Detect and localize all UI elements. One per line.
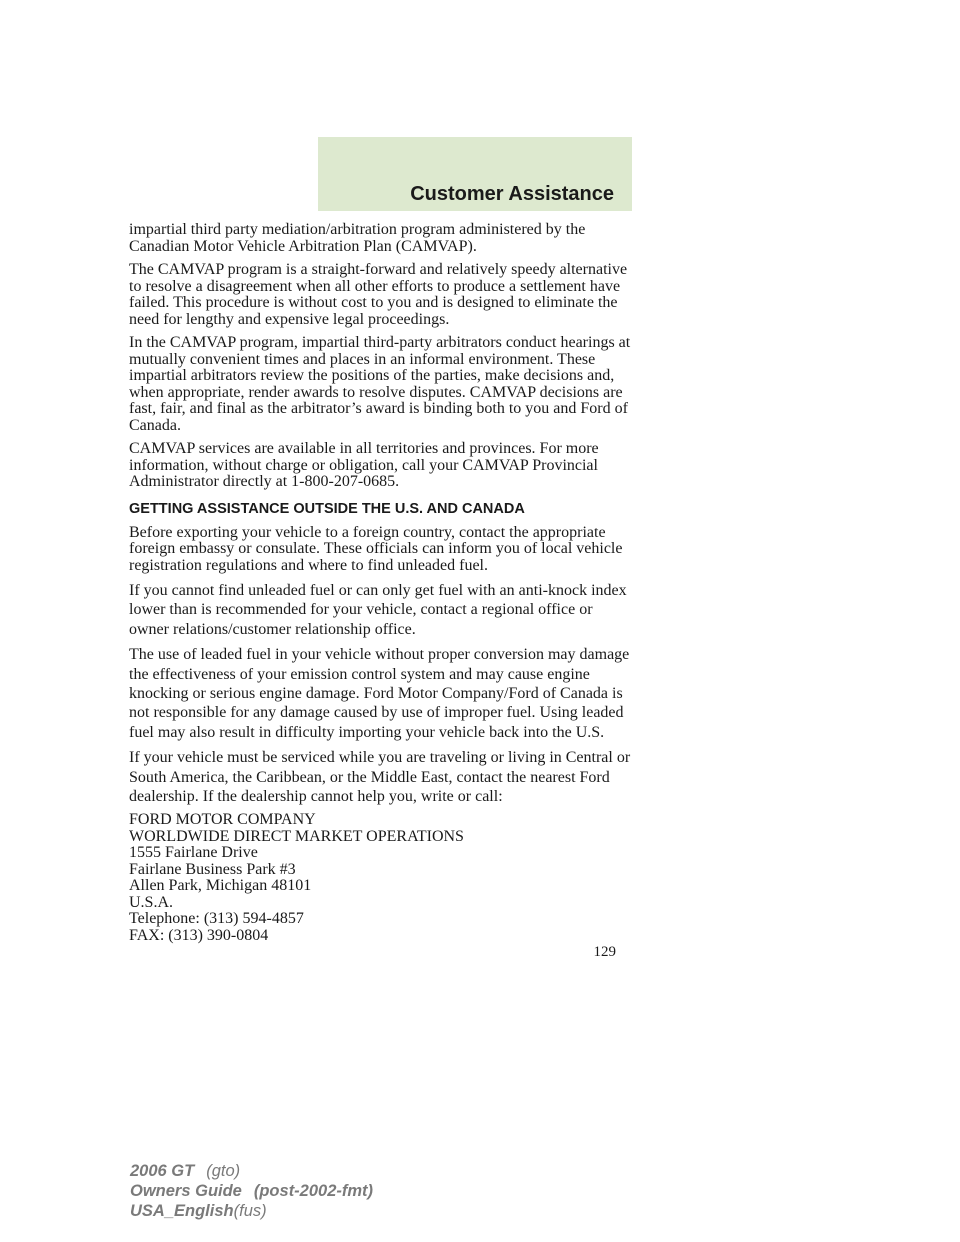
- address-line: U.S.A.: [129, 893, 174, 911]
- address-line: FORD MOTOR COMPANY: [129, 811, 316, 829]
- paragraph: CAMVAP services are available in all territories and provinces. For more information, without charge or obligation, call your CAMVAP Provincial Administrator directly at 1-800-207-0685.: [129, 440, 599, 490]
- address-line: Telephone: (313) 594-4857: [129, 910, 304, 928]
- address-line: FAX: (313) 390-0804: [129, 926, 269, 944]
- footer-language: USA_English: [130, 1202, 234, 1220]
- paragraph: The use of leaded fuel in your vehicle without proper conversion may damage the effectiveness of your emission control system and may cause engine knocking or serious engine damage. Ford Motor Company/Ford of Canada is not responsible for any damage caused by use of improper fuel. Using leaded fuel may also result in difficulty importing your vehicle back into the U.S.: [129, 646, 630, 741]
- paragraph: If you cannot find unleaded fuel or can only get fuel with an anti-knock index lower than is recommended for your vehicle, contact a regional office or owner relations/customer relationship office.: [129, 582, 627, 638]
- address-line: 1555 Fairlane Drive: [129, 844, 258, 862]
- page-content: [129, 222, 634, 944]
- section-title: Customer Assistance: [410, 183, 614, 205]
- footer-line-2: [130, 1181, 373, 1201]
- paragraph: impartial third party mediation/arbitration program administered by the Canadian Motor Vehicle Arbitration Plan (CAMVAP).: [129, 221, 586, 255]
- footer-model: 2006 GT: [130, 1162, 195, 1180]
- paragraph: Before exporting your vehicle to a foreign country, contact the appropriate foreign embassy or consulate. These officials can inform you of local vehicle registration regulations and where to find unleaded fuel.: [129, 523, 623, 574]
- paragraph: The CAMVAP program is a straight-forward and relatively speedy alternative to resolve a disagreement when all other efforts to produce a settlement have failed. This procedure is without cost to you and is designed to eliminate the need for lengthy and expensive legal proceedings.: [129, 261, 628, 328]
- footer-line-1: [130, 1161, 373, 1181]
- footer-language-code: (fus): [233, 1202, 267, 1220]
- paragraph: In the CAMVAP program, impartial third-party arbitrators conduct hearings at mutually convenient times and places in an informal environment. These impartial arbitrators review the positions of the parties, make decisions and, when appropriate, render awards to resolve disputes. CAMVAP decisions are fast, fair, and final as the arbitrator’s award is binding both to you and Ford of Canada.: [129, 334, 631, 434]
- paragraph: If your vehicle must be serviced while you are traveling or living in Central or South America, the Caribbean, or the Middle East, contact the nearest Ford dealership. If the dealership cannot help you, write or call:: [129, 749, 631, 806]
- footer-model-code: (gto): [206, 1162, 241, 1180]
- footer-format: (post-2002-fmt): [253, 1182, 374, 1200]
- document-footer: [130, 1161, 373, 1221]
- page-number: 129: [593, 944, 616, 960]
- footer-line-3: [130, 1201, 373, 1221]
- section-heading: GETTING ASSISTANCE OUTSIDE THE U.S. AND CANADA: [129, 500, 525, 517]
- address-block: [129, 812, 634, 944]
- address-line: Allen Park, Michigan 48101: [129, 877, 312, 895]
- address-line: WORLDWIDE DIRECT MARKET OPERATIONS: [129, 827, 464, 845]
- footer-guide: Owners Guide: [130, 1182, 242, 1200]
- address-line: Fairlane Business Park #3: [129, 860, 296, 878]
